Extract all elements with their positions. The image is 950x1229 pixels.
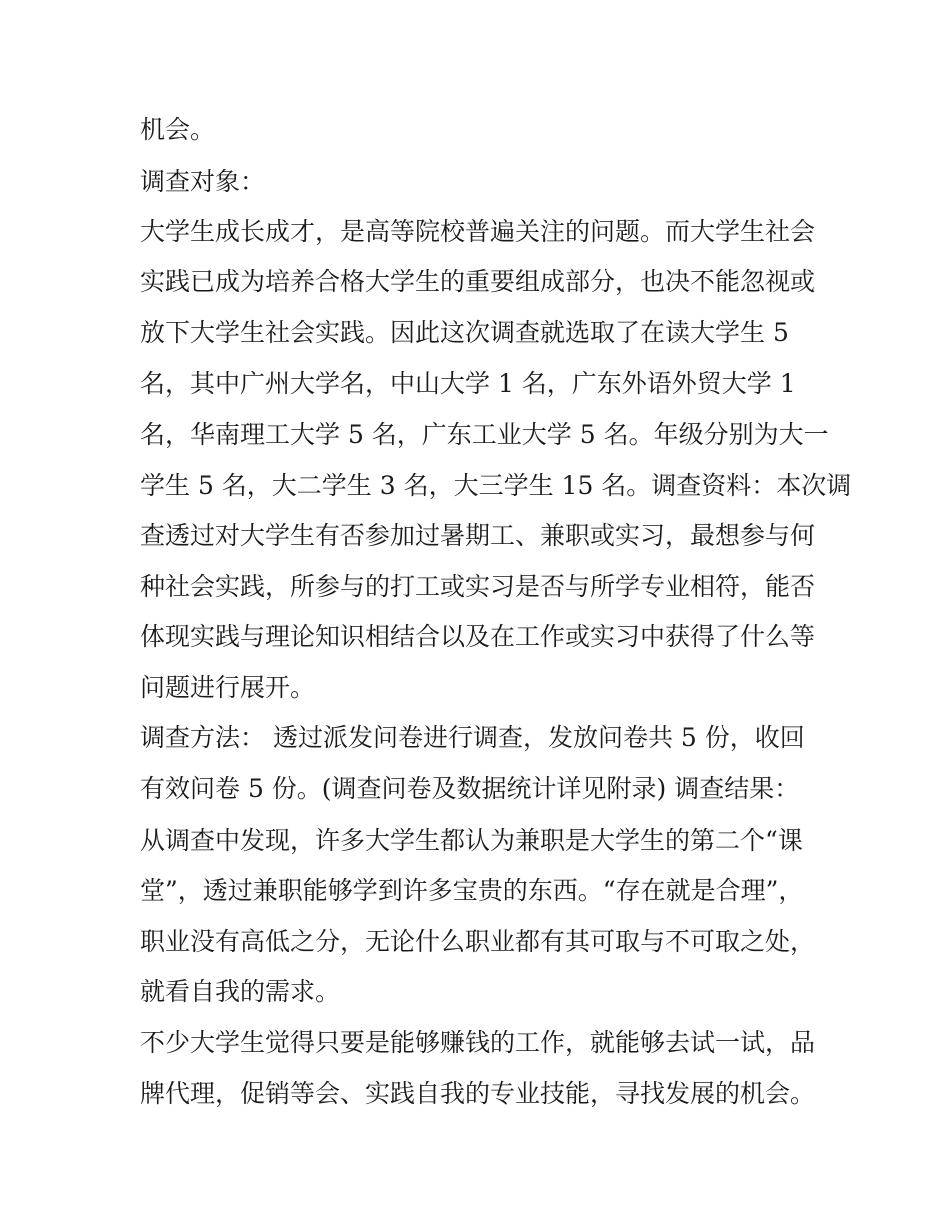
text-line: 有效问卷 5 份。(调查问卷及数据统计详见附录) 调查结果： — [140, 774, 800, 803]
text-line: 机会。 — [140, 115, 216, 144]
text-line: 大学生成长成才，是高等院校普遍关注的问题。而大学生社会 — [140, 217, 816, 246]
text-line: 职业没有高低之分，无论什么职业都有其可取与不可取之处， — [140, 927, 816, 956]
text-line: 种社会实践，所参与的打工或实习是否与所学专业相符，能否 — [140, 572, 816, 601]
text-line: 不少大学生觉得只要是能够赚钱的工作，就能够去试一试，品 — [140, 1028, 816, 1057]
text-line: 查透过对大学生有否参加过暑期工、兼职或实习，最想参与何 — [140, 521, 816, 550]
text-line: 名，华南理工大学 5 名，广东工业大学 5 名。年级分别为大一 — [140, 420, 829, 449]
text-line: 名，其中广州大学名，中山大学 1 名，广东外语外贸大学 1 — [140, 369, 796, 398]
text-line: 学生 5 名，大二学生 3 名，大三学生 15 名。调查资料：本次调 — [140, 471, 852, 500]
text-line: 调查方法： 透过派发问卷进行调查，发放问卷共 5 份，收回 — [140, 723, 805, 752]
text-line: 问题进行展开。 — [140, 673, 316, 702]
text-line: 放下大学生社会实践。因此这次调查就选取了在读大学生 5 — [140, 318, 789, 347]
text-line: 堂”，透过兼职能够学到许多宝贵的东西。“存在就是合理”， — [140, 876, 804, 905]
text-line: 牌代理，促销等会、实践自我的专业技能，寻找发展的机会。 — [140, 1079, 816, 1108]
text-line: 从调查中发现，许多大学生都认为兼职是大学生的第二个“课 — [140, 826, 803, 855]
text-line: 调查对象： — [140, 167, 266, 196]
text-line: 体现实践与理论知识相结合以及在工作或实习中获得了什么等 — [140, 622, 816, 651]
text-line: 就看自我的需求。 — [140, 977, 341, 1006]
text-line: 实践已成为培养合格大学生的重要组成部分，也决不能忽视或 — [140, 267, 816, 296]
